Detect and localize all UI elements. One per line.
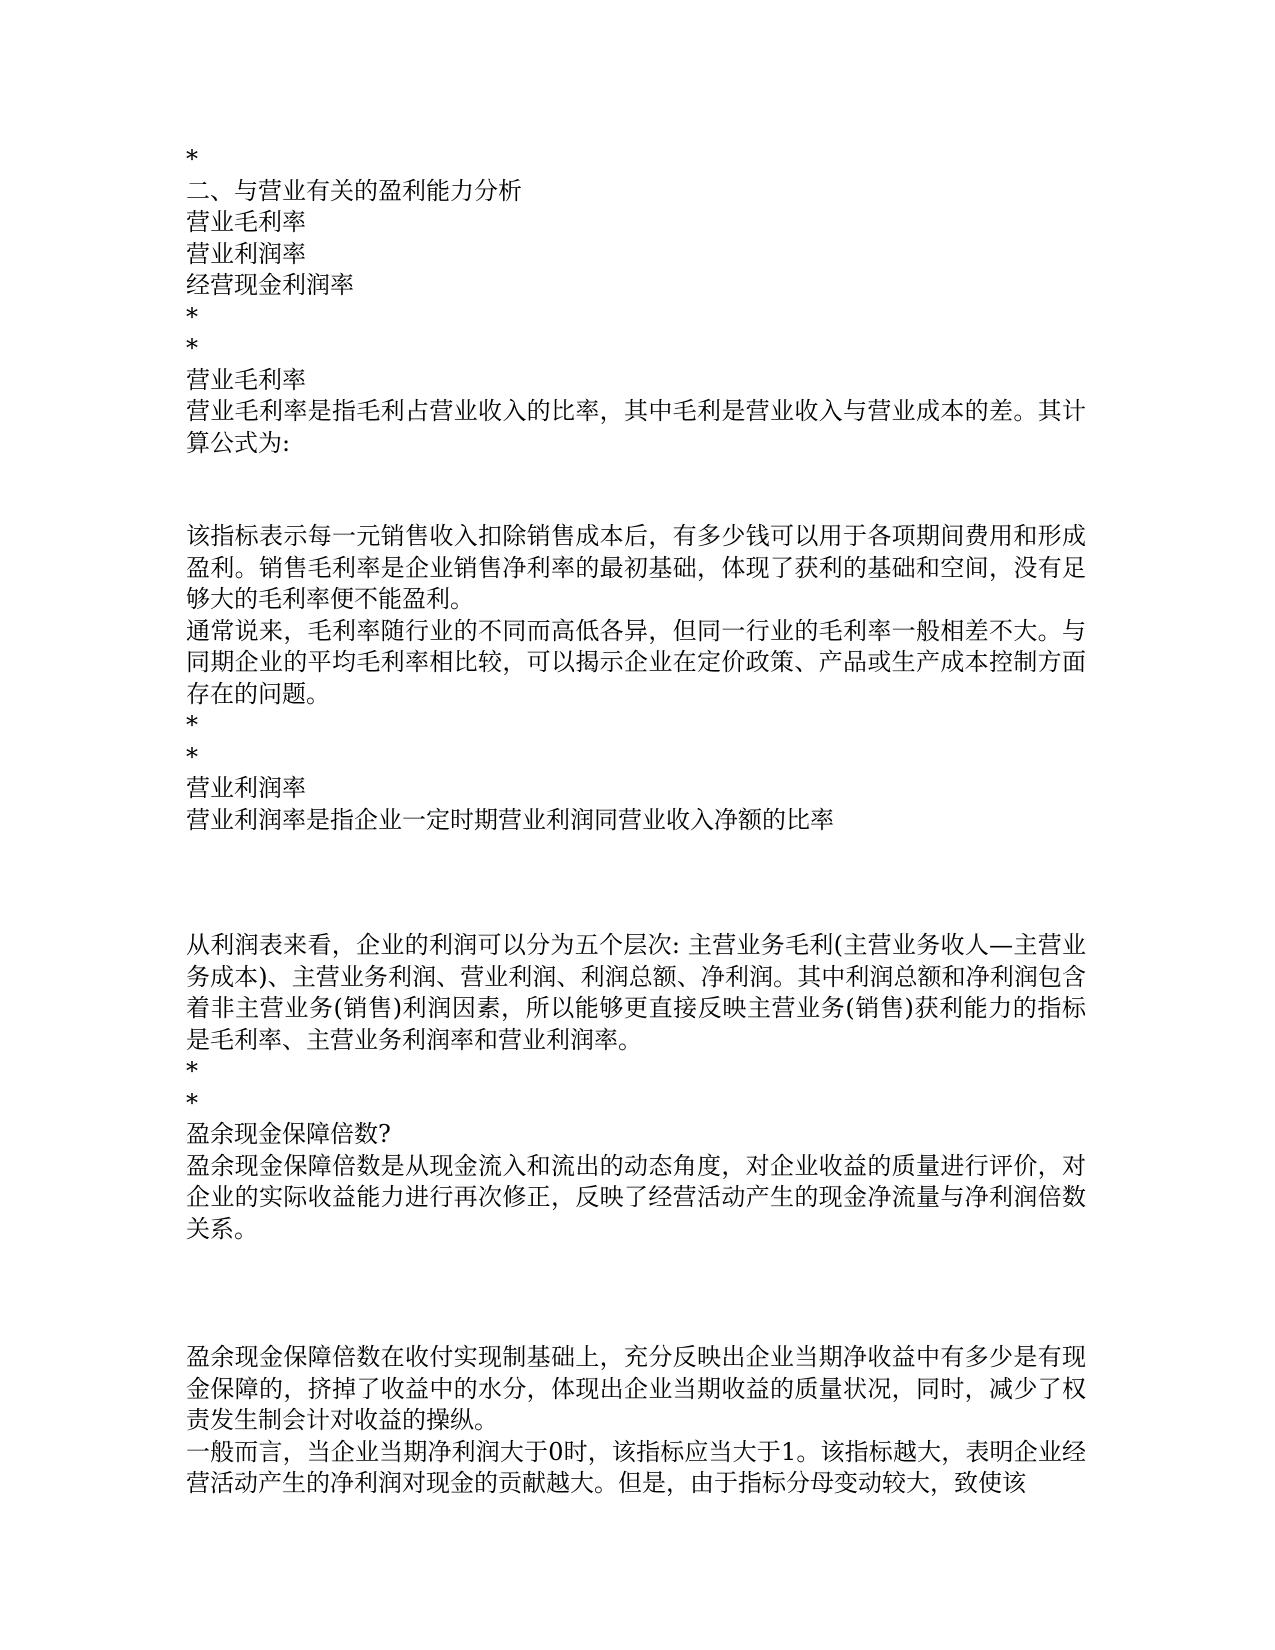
- separator-star: *: [186, 334, 198, 362]
- operating-margin-paragraph-1: 从利润表来看，企业的利润可以分为五个层次: 主营业务毛利(主营业务收人—主营业务成本)、主营业务利润、营业利润、利润总额、净利润。其中利润总额和净利润包含着非主营业务(销售)利润因素，所以能够更直接反映主营业务(销售)获利能力的指标是毛利率、主营业务利润率和营业利润率。: [186, 931, 1086, 1054]
- surplus-cash-definition: 盈余现金保障倍数是从现金流入和流出的动态角度，对企业收益的质量进行评价，对企业的实际收益能力进行再次修正，反映了经营活动产生的现金净流量与净利润倍数关系。: [186, 1151, 1086, 1243]
- operating-margin-definition: 营业利润率是指企业一定时期营业利润同营业收入净额的比率: [186, 805, 834, 834]
- surplus-cash-paragraph-1: 盈余现金保障倍数在收付实现制基础上，充分反映出企业当期净收益中有多少是有现金保障的，挤掉了收益中的水分，体现出企业当期收益的质量状况，同时，减少了权责发生制会计对收益的操纵。: [186, 1343, 1086, 1434]
- gross-margin-title: 营业毛利率: [186, 365, 306, 394]
- gross-margin-paragraph-2: 通常说来，毛利率随行业的不同而高低各异，但同一行业的毛利率一般相差不大。与同期企业的平均毛利率相比较，可以揭示企业在定价政策、产品或生产成本控制方面存在的问题。: [186, 616, 1086, 708]
- section-heading: 二、与营业有关的盈利能力分析: [186, 176, 522, 205]
- separator-star: *: [186, 302, 198, 331]
- surplus-cash-title: 盈余现金保障倍数?: [186, 1120, 391, 1148]
- separator-star: *: [186, 742, 198, 771]
- operating-margin-title: 营业利润率: [186, 774, 306, 802]
- separator-star: *: [186, 1088, 198, 1117]
- document-page: [186, 144, 1086, 1500]
- separator-star: *: [186, 1057, 198, 1085]
- surplus-cash-paragraph-2: 一般而言，当企业当期净利润大于0时，该指标应当大于1。该指标越大，表明企业经营活动产生的净利润对现金的贡献越大。但是，由于指标分母变动较大，致使该: [186, 1437, 1086, 1497]
- gross-margin-paragraph-1: 该指标表示每一元销售收入扣除销售成本后，有多少钱可以用于各项期间费用和形成盈利。销售毛利率是企业销售净利率的最初基础，体现了获利的基础和空间，没有足够大的毛利率便不能盈利。: [186, 522, 1086, 613]
- formula-placeholder: [186, 459, 1086, 521]
- formula-placeholder: [186, 1245, 1086, 1342]
- separator-star: *: [186, 145, 198, 173]
- toc-item-gross-margin: 营业毛利率: [186, 208, 306, 236]
- separator-star: *: [186, 711, 198, 739]
- gross-margin-definition: 营业毛利率是指毛利占营业收入的比率，其中毛利是营业收入与营业成本的差。其计算公式为:: [186, 397, 1086, 457]
- formula-placeholder: [186, 836, 1086, 930]
- toc-item-operating-cash-margin: 经营现金利润率: [186, 271, 354, 299]
- toc-item-operating-margin: 营业利润率: [186, 239, 306, 268]
